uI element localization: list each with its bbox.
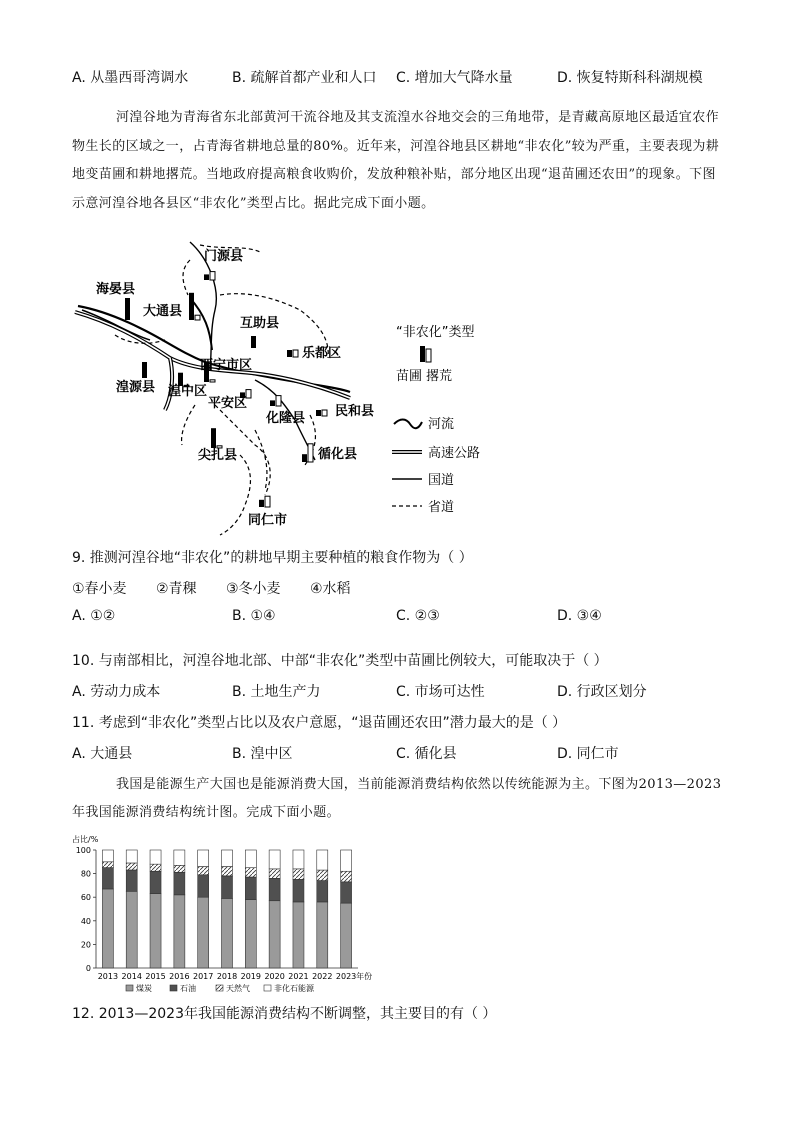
chart-xtick-label: 2016 (169, 972, 190, 981)
q11-option-d: D. 同仁市 (557, 746, 619, 762)
chart-legend-label-0: 煤炭 (136, 984, 152, 993)
chart-xtick-label: 2013 (97, 972, 119, 981)
chart-ytick-label: 0 (85, 964, 91, 973)
map-bar-nursery-1 (125, 298, 130, 320)
map-bar-nursery-2 (189, 293, 194, 320)
map-bar-nursery-10 (316, 410, 321, 416)
chart-bar-2023-2 (341, 871, 352, 882)
legend-river-symbol (394, 420, 422, 429)
chart-legend-swatch-3 (264, 985, 271, 991)
chart-ylabel: 占比/% (72, 835, 99, 844)
legend-river-label: 河流 (428, 417, 455, 432)
chart-bar-2017-0 (198, 897, 209, 968)
q11-option-c: C. 循化县 (396, 746, 457, 762)
map-label-5: 湟源县 (116, 380, 156, 395)
q9-item-1: ①春小麦 (72, 581, 127, 597)
legend-type-abandon: 撂荒 (426, 369, 453, 384)
chart-xtick-label: 2019 (240, 972, 261, 981)
legend-expressway-label: 高速公路 (428, 446, 481, 461)
chart-bar-2019-2 (245, 868, 256, 877)
chart-xtick-label: 2017 (193, 972, 214, 981)
map-bar-abandon-9 (276, 396, 281, 406)
chart-bar-2014-2 (126, 863, 137, 870)
chart-legend-swatch-1 (170, 985, 177, 991)
map-label-8: 平安区 (208, 396, 248, 411)
q8-option-c: C. 增加大气降水量 (396, 70, 513, 86)
chart-bar-2019-3 (245, 850, 256, 868)
chart-xtick-label: 2021 (288, 972, 309, 981)
q9-stem: 9. 推测河湟谷地“非农化”的耕地早期主要种植的粮食作物为（ ） (72, 550, 473, 566)
q10-option-a: A. 劳动力成本 (72, 684, 161, 700)
chart-bar-2020-0 (269, 901, 280, 968)
chart-bar-2019-1 (245, 877, 256, 899)
chart-bar-2021-1 (293, 880, 304, 902)
legend-abandon-swatch (426, 349, 431, 362)
q9-option-d: D. ③④ (557, 608, 602, 624)
chart-legend-label-2: 天然气 (226, 984, 250, 993)
map-bar-nursery-9 (270, 400, 275, 406)
map-label-10: 民和县 (335, 404, 375, 419)
map-label-4: 乐都区 (302, 346, 342, 361)
chart-bar-2021-3 (293, 850, 304, 869)
chart-bar-2020-1 (269, 878, 280, 900)
chart-bar-2013-2 (102, 862, 113, 868)
map-label-11: 尖扎县 (198, 448, 238, 463)
q10-option-c: C. 市场可达性 (396, 684, 485, 700)
legend-type-nursery: 苗圃 (396, 369, 423, 384)
chart-ytick-label: 40 (80, 916, 91, 926)
chart-bar-2018-0 (222, 898, 233, 968)
chart-legend-label-1: 石油 (180, 984, 196, 993)
chart-bar-2016-2 (174, 865, 185, 872)
map-label-3: 互助县 (240, 316, 280, 331)
map-bar-nursery-12 (302, 454, 307, 462)
chart-xtick-label: 2023 (335, 972, 357, 981)
map-bar-nursery-13 (259, 500, 264, 507)
q8-option-d: D. 恢复特斯科科湖规模 (557, 70, 703, 86)
map-label-2: 大通县 (143, 304, 183, 319)
chart-bar-2013-3 (102, 850, 113, 862)
chart-legend-swatch-0 (126, 985, 133, 991)
map-label-12: 循化县 (318, 447, 358, 462)
map-label-0: 门源县 (204, 249, 244, 264)
map-label-13: 同仁市 (248, 513, 288, 528)
chart-bar-2018-3 (222, 850, 233, 867)
chart-ytick-label: 60 (80, 893, 91, 903)
chart-bar-2017-1 (198, 875, 209, 897)
energy-consumption-chart (68, 830, 373, 993)
chart-bar-2017-2 (198, 867, 209, 875)
chart-bar-2016-0 (174, 895, 185, 968)
map-bar-abandon-2 (195, 315, 200, 320)
chart-xlabel: 年份 (356, 972, 373, 981)
chart-bar-2015-2 (150, 864, 161, 871)
chart-bar-2013-1 (102, 868, 113, 889)
chart-xtick-label: 2014 (121, 972, 142, 981)
q9-item-4: ④水稻 (310, 581, 351, 597)
map-label-1: 海晏县 (96, 282, 136, 297)
chart-bar-2015-3 (150, 850, 161, 864)
q9-item-3: ③冬小麦 (226, 581, 281, 597)
chart-xtick-label: 2015 (145, 972, 166, 981)
chart-bar-2014-3 (126, 850, 137, 863)
chart-bar-2014-1 (126, 870, 137, 891)
passage-energy: 我国是能源生产大国也是能源消费大国，当前能源消费结构依然以传统能源为主。下图为2013—2023年我国能源消费结构统计图。完成下面小题。 (72, 777, 722, 820)
map-bar-abandon-4 (293, 350, 298, 357)
q9-option-a: A. ①② (72, 608, 116, 624)
map-legend (388, 322, 498, 522)
chart-ytick-label: 20 (80, 940, 91, 950)
q10-stem: 10. 与南部相比，河湟谷地北部、中部“非农化”类型中苗圃比例较大，可能取决于（ ） (72, 653, 608, 669)
chart-bar-2022-0 (317, 902, 328, 968)
chart-bar-2023-3 (341, 850, 352, 871)
q9-option-c: C. ②③ (396, 608, 440, 624)
map-bar-nursery-3 (251, 336, 256, 348)
chart-bar-2020-2 (269, 869, 280, 878)
q12-stem: 12. 2013—2023年我国能源消费结构不断调整，其主要目的有（ ） (72, 1006, 497, 1022)
legend-national-road-label: 国道 (428, 473, 455, 488)
q11-option-a: A. 大通县 (72, 746, 133, 762)
q8-option-b: B. 疏解首都产业和人口 (232, 70, 377, 86)
chart-bar-2019-0 (245, 900, 256, 968)
map-bar-abandon-0 (210, 272, 215, 280)
map-bar-abandon-13 (265, 496, 270, 507)
chart-bar-2017-3 (198, 850, 209, 867)
chart-bar-2023-0 (341, 903, 352, 968)
chart-bar-2018-2 (222, 867, 233, 876)
passage-hehuang: 河湟谷地为青海省东北部黄河干流谷地及其支流湟水谷地交会的三角地带，是青藏高原地区最适宜农作物生长的区域之一，占青海省耕地总量的80%。近年来，河湟谷地县区耕地“非农化”较为严重，主要表现为耕地变苗圃和耕地撂荒。当地政府提高粮食收购价，发放种粮补贴，部分地区出现“退苗圃还农田”的现象。下图示意河湟谷地各县区“非农化”类型占比。据此完成下面小题。 (72, 110, 720, 211)
map-label-9: 化隆县 (266, 411, 306, 426)
chart-legend-swatch-2 (216, 985, 223, 991)
legend-provincial-road-label: 省道 (428, 500, 455, 515)
map-bar-abandon-6 (210, 380, 215, 382)
chart-bar-2014-0 (126, 891, 137, 968)
chart-bar-2013-0 (102, 889, 113, 968)
map-label-6: 西宁市区 (200, 358, 253, 373)
q10-option-b: B. 土地生产力 (232, 684, 321, 700)
q9-option-b: B. ①④ (232, 608, 276, 624)
legend-title: “非农化”类型 (396, 325, 475, 340)
map-bar-abandon-12 (308, 444, 313, 462)
q11-stem: 11. 考虑到“非农化”类型占比以及农户意愿，“退苗圃还农田”潜力最大的是（ ） (72, 715, 567, 731)
map-bar-abandon-10 (322, 410, 327, 416)
q8-option-a: A. 从墨西哥湾调水 (72, 70, 189, 86)
q9-item-2: ②青稞 (156, 581, 197, 597)
chart-bar-2016-1 (174, 872, 185, 894)
chart-bar-2016-3 (174, 850, 185, 865)
chart-bar-2018-1 (222, 876, 233, 898)
map-bar-nursery-5 (142, 362, 147, 378)
chart-bar-2021-2 (293, 869, 304, 880)
chart-xtick-label: 2018 (216, 972, 238, 981)
chart-bar-2015-0 (150, 894, 161, 968)
chart-legend-label-3: 非化石能源 (274, 984, 314, 993)
chart-bar-2022-3 (317, 850, 328, 870)
chart-bar-2022-2 (317, 870, 328, 881)
chart-bar-2015-1 (150, 871, 161, 893)
chart-bar-2023-1 (341, 882, 352, 903)
map-bar-nursery-4 (287, 350, 292, 357)
map-bar-nursery-11 (211, 428, 216, 448)
chart-bar-2022-1 (317, 881, 328, 902)
chart-xtick-label: 2022 (312, 972, 333, 981)
map-bar-nursery-0 (204, 274, 209, 280)
chart-bar-2021-0 (293, 902, 304, 968)
chart-xtick-label: 2020 (264, 972, 285, 981)
map-label-7: 湟中区 (168, 384, 208, 399)
chart-bar-2020-3 (269, 850, 280, 869)
chart-ytick-label: 80 (80, 869, 91, 879)
legend-nursery-swatch (420, 346, 425, 362)
chart-ytick-label: 100 (75, 846, 91, 855)
q10-option-d: D. 行政区划分 (557, 684, 647, 700)
q11-option-b: B. 湟中区 (232, 746, 293, 762)
